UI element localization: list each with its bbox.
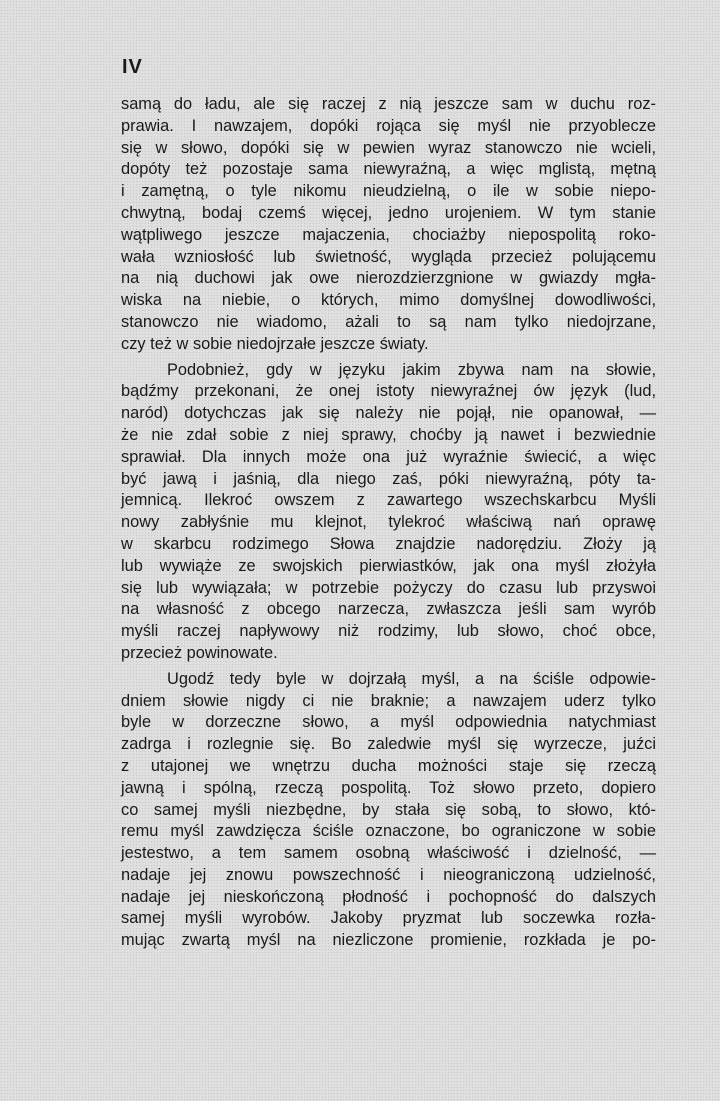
text-line: prawia. I nawzajem, dopóki rojąca się myśl nie przyoblecze xyxy=(121,116,656,135)
text-line: czy też w sobie niedojrzałe jeszcze światy. xyxy=(121,334,429,353)
text-line: w skarbcu rodzimego Słowa znajdzie nadorędziu. Złoży ją xyxy=(121,534,656,553)
text-line: remu myśl zawdzięcza ściśle oznaczone, bo ograniczone w sobie xyxy=(121,822,656,841)
text-line: z utajonej we wnętrzu ducha możności staje się rzeczą xyxy=(121,756,656,775)
text-line: zadrga i rozlegnie się. Bo zaledwie myśl się wyrzecze, juźci xyxy=(121,735,656,754)
text-line: naród) dotychczas jak się należy nie pojął, nie opanował, — xyxy=(121,404,656,423)
text-line: Podobnież, gdy w języku jakim zbywa nam na słowie, xyxy=(167,360,656,379)
text-line: co samej myśli niezbędne, by stała się sobą, to słowo, któ- xyxy=(121,800,656,819)
text-line: jemnicą. Ilekroć owszem z zawartego wszechskarbcu Myśli xyxy=(121,491,656,510)
text-line: dopóty też pozostaje sama niewyraźną, a więc mglistą, mętną xyxy=(121,160,656,179)
text-line: Ugodź tedy byle w dojrzałą myśl, a na ściśle odpowie- xyxy=(167,669,656,688)
text-line: i zamętną, o tyle nikomu nieudzielną, o ile w sobie niepo- xyxy=(121,182,656,201)
text-line: jawną i spólną, rzeczą pospolitą. Toż słowo przeto, dopiero xyxy=(121,778,656,797)
text-line: sprawiał. Dla innych może ona już wyraźnie świecić, a więc xyxy=(121,447,656,466)
text-line: na nią duchowi jak owe nierozdzierzgnione w gwiazdy mgła- xyxy=(121,269,656,288)
text-line: wątpliwego jeszcze majaczenia, chociażby niepospolitą roko- xyxy=(121,225,656,244)
text-line: stanowczo nie wiadomo, ażali to są nam tylko niedojrzane, xyxy=(121,312,656,331)
text-line: wała wzniosłość lub świetność, wygląda przecież polującemu xyxy=(121,247,656,266)
body-text xyxy=(121,94,656,952)
text-line: przecież powinowate. xyxy=(121,643,278,662)
text-line: nadaje jej znowu powszechność i nieograniczoną udzielność, xyxy=(121,865,656,884)
text-line: że nie zdał sobie z niej sprawy, choćby ją nawet i bezwiednie xyxy=(121,425,656,444)
text-line: się lub wywiązała; w potrzebie pożyczy do czasu lub przyswoi xyxy=(121,578,656,597)
page-number: IV xyxy=(122,56,143,78)
text-line: samej myśli wyrobów. Jakoby pryzmat lub soczewka rozła- xyxy=(121,909,656,928)
text-line: wiska na niebie, o których, mimo domyślnej dowodliwości, xyxy=(121,291,656,310)
text-line: się w słowo, dopóki się w pewien wyraz stanowczo nie wcieli, xyxy=(121,138,656,157)
text-line: mując zwartą myśl na niezliczone promienie, rozkłada je po- xyxy=(121,931,656,950)
text-line: jestestwo, a tem samem osobną właściwość i dzielność, — xyxy=(121,844,656,863)
text-line: dniem słowie nigdy ci nie braknie; a nawzajem uderz tylko xyxy=(121,691,656,710)
text-line: byle w dorzeczne słowo, a myśl odpowiednia natychmiast xyxy=(121,713,656,732)
text-line: nadaje jej nieskończoną płodność i pochopność do dalszych xyxy=(121,887,656,906)
text-line: myśli raczej napływowy niż rodzimy, lub słowo, choć obce, xyxy=(121,622,656,641)
text-line: lub wywiąże ze swojskich pierwiastków, jak ona myśl złożyła xyxy=(121,556,656,575)
text-line: bądźmy przekonani, że onej istoty niewyraźnej ów język (lud, xyxy=(121,382,656,401)
text-line: na własność z obcego narzecza, zwłaszcza jeśli sam wyrób xyxy=(121,600,656,619)
text-line: samą do ładu, ale się raczej z nią jeszcze sam w duchu roz- xyxy=(121,95,656,113)
text-line: nowy zabłyśnie mu klejnot, tylekroć właściwą nań oprawę xyxy=(121,513,656,532)
text-line: być jawą i jaśnią, dla niego zaś, póki niewyraźną, póty ta- xyxy=(121,469,656,488)
text-line: chwytną, bodaj czemś więcej, jedno urojeniem. W tym stanie xyxy=(121,203,656,222)
